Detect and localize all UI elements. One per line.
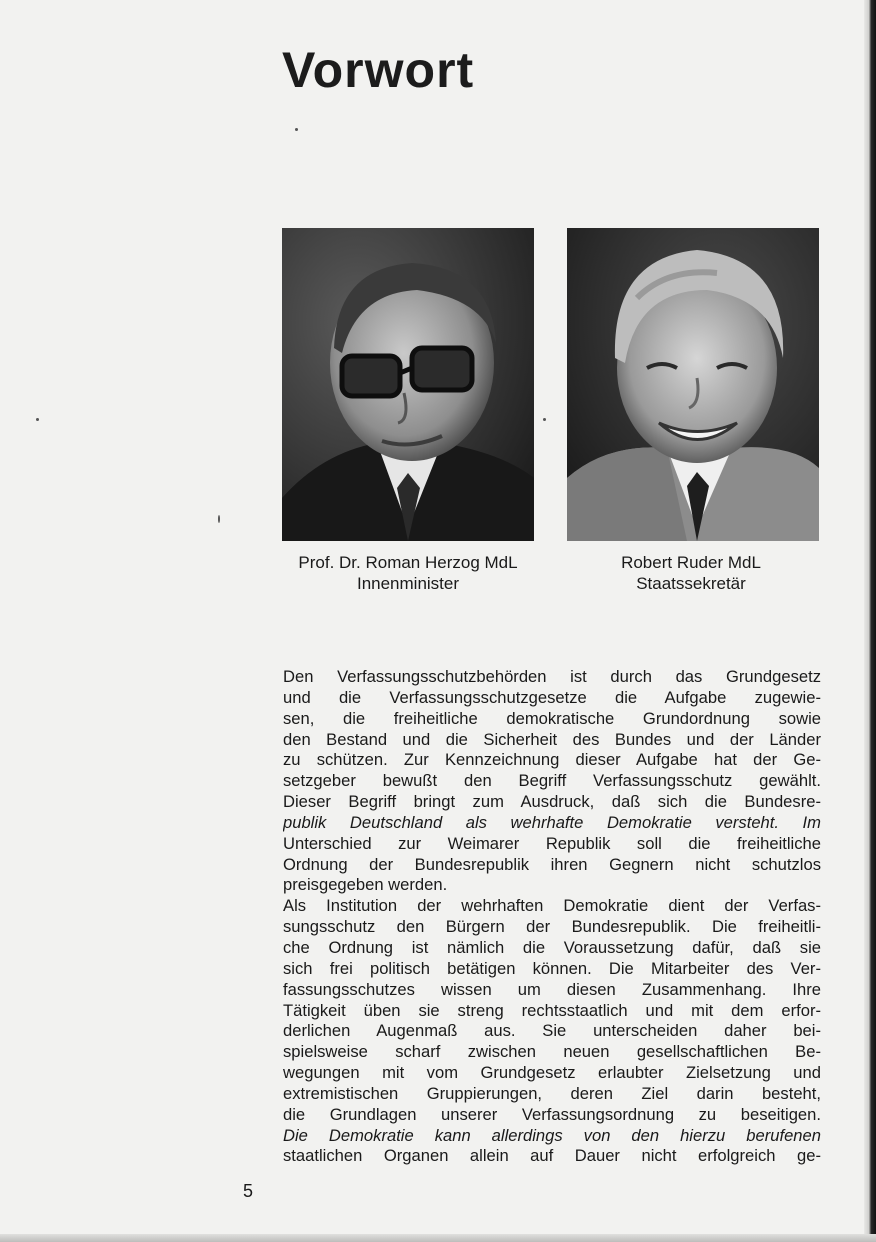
body-line: Ordnung der Bundesrepublik ihren Gegnern nicht schutzlos [283, 854, 821, 874]
scan-speck [36, 418, 39, 421]
body-line: staatlichen Organen allein auf Dauer nicht erfolgreich ge- [283, 1146, 821, 1166]
body-line: che Ordnung ist nämlich die Voraussetzung dafür, daß sie [283, 937, 821, 957]
body-line: den Bestand und die Sicherheit des Bundes und der Länder [283, 729, 821, 749]
caption-herzog-name: Prof. Dr. Roman Herzog MdL [298, 553, 518, 572]
body-line: spielsweise scharf zwischen neuen gesellschaftlichen Be- [283, 1042, 821, 1062]
caption-herzog-title: Innenminister [356, 574, 460, 593]
body-line: Dieser Begriff bringt zum Ausdruck, daß sich die Bundesre- [283, 792, 821, 812]
foreword-body [283, 667, 821, 1167]
portrait-herzog-illustration [282, 228, 534, 541]
body-line: derlichen Augenmaß aus. Sie unterscheiden daher bei- [283, 1021, 821, 1041]
body-line: wegungen mit vom Grundgesetz erlaubter Zielsetzung und [283, 1063, 821, 1083]
page-binding-edge [864, 0, 876, 1242]
body-line: Tätigkeit üben sie streng rechtsstaatlich und mit dem erfor- [283, 1000, 821, 1020]
body-line: sich frei politisch betätigen können. Die Mitarbeiter des Ver- [283, 958, 821, 978]
portrait-photo-herzog [282, 228, 534, 541]
body-line: sungsschutz den Bürgern der Bundesrepublik. Die freiheitli- [283, 917, 821, 937]
page-number: 5 [243, 1181, 254, 1201]
body-line: Unterschied zur Weimarer Republik soll die freiheitliche [283, 833, 821, 853]
body-line: Als Institution der wehrhaften Demokratie dient der Verfas- [283, 896, 821, 916]
caption-herzog [278, 552, 538, 594]
body-line: Die Demokratie kann allerdings von den hierzu berufenen [283, 1125, 821, 1145]
body-line: sen, die freiheitliche demokratische Grundordnung sowie [283, 708, 821, 728]
page-bottom-edge [0, 1234, 876, 1242]
body-line: preisgegeben werden. [283, 875, 448, 895]
portrait-ruder-illustration [567, 228, 819, 541]
body-line: Den Verfassungsschutzbehörden ist durch das Grundgesetz [283, 667, 821, 686]
caption-ruder [561, 552, 821, 594]
page-title: Vorwort [282, 42, 475, 98]
caption-ruder-title: Staatssekretär [636, 574, 746, 593]
scan-speck [218, 515, 220, 523]
body-line: setzgeber bewußt den Begriff Verfassungsschutz gewählt. [283, 771, 821, 791]
body-line: und die Verfassungsschutzgesetze die Aufgabe zugewie- [283, 687, 821, 707]
body-line: publik Deutschland als wehrhafte Demokratie versteht. Im [283, 812, 821, 832]
body-line: extremistischen Gruppierungen, deren Ziel darin besteht, [283, 1083, 821, 1103]
caption-ruder-name: Robert Ruder MdL [621, 553, 761, 572]
body-line: fassungsschutzes wissen um diesen Zusammenhang. Ihre [283, 979, 821, 999]
portrait-photo-ruder [567, 228, 819, 541]
body-line: die Grundlagen unserer Verfassungsordnung zu beseitigen. [283, 1104, 821, 1124]
scan-speck [543, 418, 546, 421]
scan-speck [295, 128, 298, 131]
body-line: zu schützen. Zur Kennzeichnung dieser Aufgabe hat der Ge- [283, 750, 821, 770]
